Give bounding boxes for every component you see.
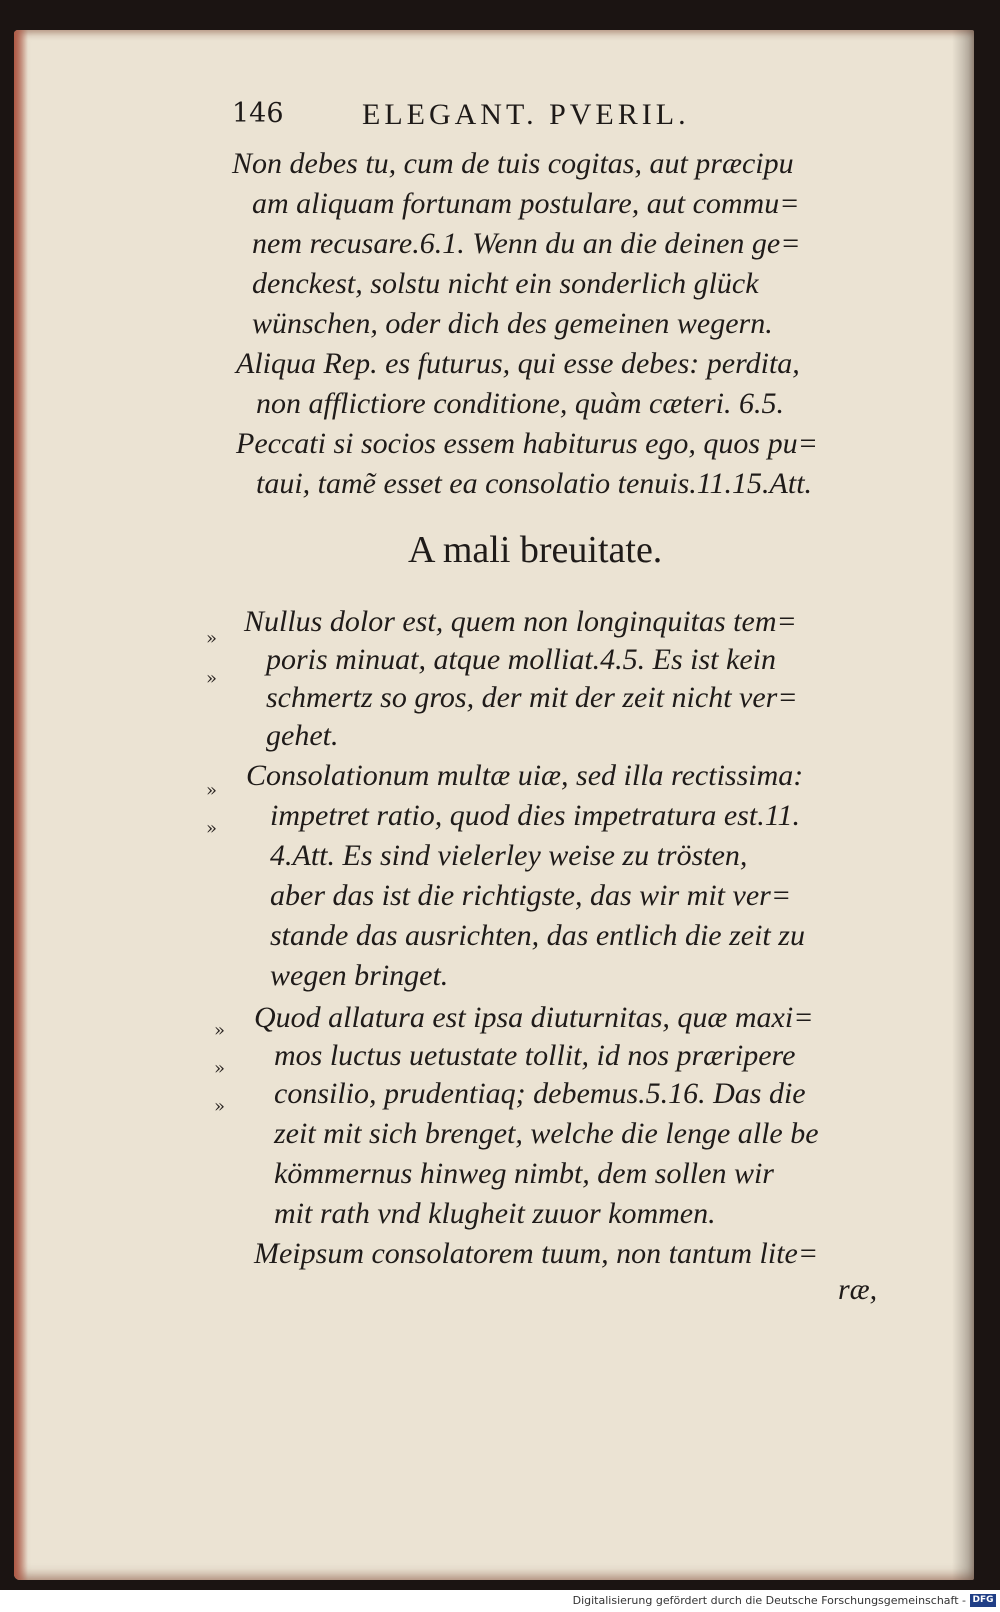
margin-mark: »: [206, 628, 218, 649]
margin-mark: »: [206, 818, 218, 839]
text-line: 4.Att. Es sind vielerley weise zu trösten,: [270, 839, 748, 872]
text-line: Nullus dolor est, quem non longinquitas tem=: [244, 605, 797, 638]
text-line: wegen bringet.: [270, 959, 449, 992]
text-line: schmertz so gros, der mit der zeit nicht ver=: [266, 681, 798, 714]
text-line: consilio, prudentiaq; debemus.5.16. Das die: [274, 1077, 806, 1110]
text-line: mos luctus uetustate tollit, id nos præripere: [274, 1039, 796, 1072]
page-number: 146: [232, 98, 284, 129]
running-title: ELEGANT. PVERIL.: [362, 98, 690, 131]
text-line: impetret ratio, quod dies impetratura est.11.: [270, 799, 800, 832]
text-line: aber das ist die richtigste, das wir mit ver=: [270, 879, 792, 912]
text-line: nem recusare.6.1. Wenn du an die deinen ge=: [252, 227, 801, 260]
text-line: Consolationum multæ uiæ, sed illa rectissima:: [246, 759, 804, 792]
catchword: ræ,: [838, 1273, 878, 1306]
text-line: am aliquam fortunam postulare, aut commu=: [252, 187, 800, 220]
page-header: [232, 98, 772, 138]
text-line: poris minuat, atque molliat.4.5. Es ist kein: [266, 643, 776, 676]
margin-mark: »: [214, 1020, 226, 1041]
margin-mark: »: [214, 1058, 226, 1079]
text-line: zeit mit sich brenget, welche die lenge alle be: [274, 1117, 819, 1150]
text-line: mit rath vnd klugheit zuuor kommen.: [274, 1197, 716, 1230]
text-line: gehet.: [266, 719, 339, 752]
text-line: kömmernus hinweg nimbt, dem sollen wir: [274, 1157, 774, 1190]
text-line: taui, tamẽ esset ea consolatio tenuis.11.15.Att.: [256, 467, 813, 500]
text-line: Peccati si socios essem habiturus ego, quos pu=: [236, 427, 818, 460]
text-line: Quod allatura est ipsa diuturnitas, quæ maxi=: [254, 1001, 814, 1034]
margin-mark: »: [206, 780, 218, 801]
text-line: Aliqua Rep. es futurus, qui esse debes: perdita,: [236, 347, 800, 380]
text-line: non afflictiore conditione, quàm cæteri. 6.5.: [256, 387, 784, 420]
text-line: Non debes tu, cum de tuis cogitas, aut præcipu: [232, 147, 794, 180]
dfg-logo: DFG: [970, 1594, 996, 1607]
text-line: Meipsum consolatorem tuum, non tantum lite=: [254, 1237, 819, 1270]
section-heading: A mali breuitate.: [408, 529, 663, 571]
margin-mark: »: [214, 1096, 226, 1117]
margin-mark: »: [206, 668, 218, 689]
digitization-credit: Digitalisierung gefördert durch die Deutsche Forschungsgemeinschaft -: [572, 1594, 966, 1607]
text-line: stande das ausrichten, das entlich die zeit zu: [270, 919, 805, 952]
text-line: denckest, solstu nicht ein sonderlich glück: [252, 267, 759, 300]
text-line: wünschen, oder dich des gemeinen wegern.: [252, 307, 773, 340]
